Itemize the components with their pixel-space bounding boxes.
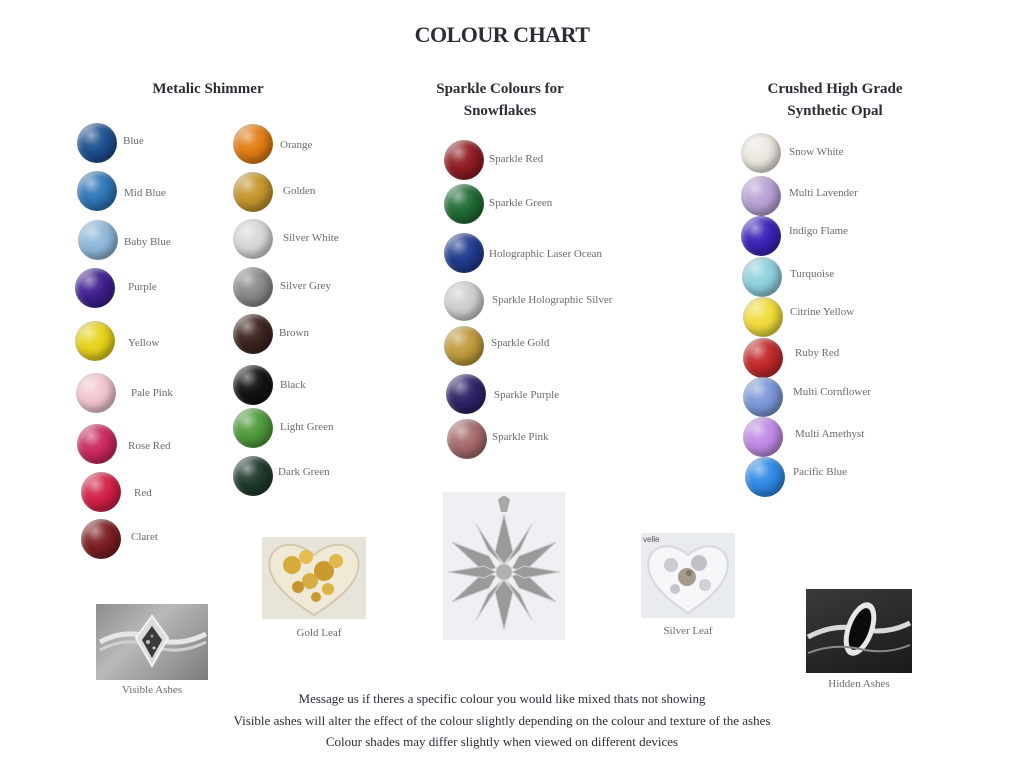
swatch-sparkle-purple [446, 374, 486, 414]
swatch-label: Silver Grey [280, 280, 332, 292]
caption-gold-leaf: Gold Leaf [296, 627, 342, 639]
swatch-citrine-yellow [743, 297, 783, 337]
snowflake-photo [443, 492, 565, 640]
swatch-mid-blue [77, 171, 117, 211]
swatch-sparkle-gold [444, 326, 484, 366]
swatch-sparkle-red [444, 140, 484, 180]
swatch-label: Indigo Flame [789, 225, 848, 237]
caption-silver-leaf: Silver Leaf [663, 625, 713, 637]
swatch-label: Pacific Blue [793, 466, 848, 478]
swatch-rose-red [77, 424, 117, 464]
swatch-label: Holographic Laser Ocean [489, 248, 603, 260]
swatch-label: Purple [128, 281, 157, 293]
swatch-multi-lavender [741, 176, 781, 216]
marquise-ring-icon [806, 589, 912, 673]
swatch-silver-white [233, 219, 273, 259]
swatch-label: Light Green [280, 421, 334, 433]
swatch-light-green [233, 408, 273, 448]
caption-hidden-ashes: Hidden Ashes [828, 678, 890, 690]
swatch-label: Yellow [128, 337, 160, 349]
swatch-label: Orange [280, 139, 313, 151]
swatch-label: Claret [131, 531, 158, 543]
heading-synthetic-opal [750, 78, 920, 122]
swatch-label: Sparkle Holographic Silver [492, 294, 613, 306]
swatch-label: Sparkle Purple [494, 389, 560, 401]
heading-sparkle-colours [420, 78, 580, 122]
swatch-black [233, 365, 273, 405]
swatch-label: Multi Amethyst [795, 428, 865, 440]
swatch-label: Dark Green [278, 466, 330, 478]
heading-opal-line1: Crushed High Grade [767, 81, 903, 97]
swatch-multi-cornflower [743, 377, 783, 417]
silver-leaf-photo [641, 533, 735, 618]
swatch-label: Golden [283, 185, 316, 197]
swatch-label: Snow White [789, 146, 844, 158]
swatch-label: Multi Cornflower [793, 386, 871, 398]
swatch-label: Black [280, 379, 306, 391]
swatch-baby-blue [78, 220, 118, 260]
swatch-label: Pale Pink [131, 387, 173, 399]
hidden-ashes-photo [806, 589, 912, 673]
swatch-label: Mid Blue [124, 187, 166, 199]
swatch-label: Sparkle Green [489, 197, 553, 209]
snowflake-icon [443, 492, 565, 640]
visible-ashes-photo [96, 604, 208, 680]
swatch-purple [75, 268, 115, 308]
swatch-golden [233, 172, 273, 212]
footer-line-1: Message us if theres a specific colour you would like mixed thats not showing [298, 691, 706, 706]
swatch-label: Ruby Red [795, 347, 840, 359]
swatch-label: Multi Lavender [789, 187, 858, 199]
swatch-label: Turquoise [790, 268, 835, 280]
heading-metallic-shimmer: Metalic Shimmer [152, 81, 264, 97]
swatch-label: Rose Red [128, 440, 171, 452]
swatch-label: Brown [279, 327, 309, 339]
swatch-label: Sparkle Gold [491, 337, 550, 349]
heading-sparkle-line1: Sparkle Colours for [436, 81, 564, 97]
swatch-blue [77, 123, 117, 163]
swatch-turquoise [742, 257, 782, 297]
swatch-sparkle-holographic-silver [444, 281, 484, 321]
footer-line-3: Colour shades may differ slightly when viewed on different devices [325, 734, 679, 749]
swatch-label: Blue [123, 135, 144, 147]
swatch-red [81, 472, 121, 512]
swatch-ruby-red [743, 338, 783, 378]
swatch-label: Red [134, 487, 152, 499]
swatch-pale-pink [76, 373, 116, 413]
swatch-silver-grey [233, 267, 273, 307]
heading-sparkle-line2: Snowflakes [463, 103, 537, 119]
gold-leaf-photo [262, 537, 366, 619]
swatch-snow-white [741, 133, 781, 173]
swatch-yellow [75, 321, 115, 361]
silver-leaf-heart-icon [641, 533, 735, 618]
ring-icon [96, 604, 208, 680]
swatch-orange [233, 124, 273, 164]
swatch-label: Silver White [283, 232, 339, 244]
silver-leaf-watermark: velle [643, 535, 660, 544]
swatch-sparkle-pink [447, 419, 487, 459]
swatch-claret [81, 519, 121, 559]
swatch-multi-amethyst [743, 417, 783, 457]
heading-opal-line2: Synthetic Opal [787, 103, 883, 119]
swatch-label: Sparkle Red [489, 153, 544, 165]
swatch-pacific-blue [745, 457, 785, 497]
swatch-holographic-laser-ocean [444, 233, 484, 273]
swatch-label: Sparkle Pink [492, 431, 549, 443]
swatch-sparkle-green [444, 184, 484, 224]
swatch-label: Citrine Yellow [790, 306, 855, 318]
footer-line-2: Visible ashes will alter the effect of the colour slightly depending on the colour and texture of the ashes [233, 713, 771, 728]
swatch-indigo-flame [741, 216, 781, 256]
swatch-label: Baby Blue [124, 236, 171, 248]
swatch-brown [233, 314, 273, 354]
swatch-dark-green [233, 456, 273, 496]
gold-leaf-heart-icon [262, 537, 366, 619]
page-title: COLOUR CHART [414, 22, 590, 47]
caption-visible-ashes: Visible Ashes [121, 684, 183, 696]
